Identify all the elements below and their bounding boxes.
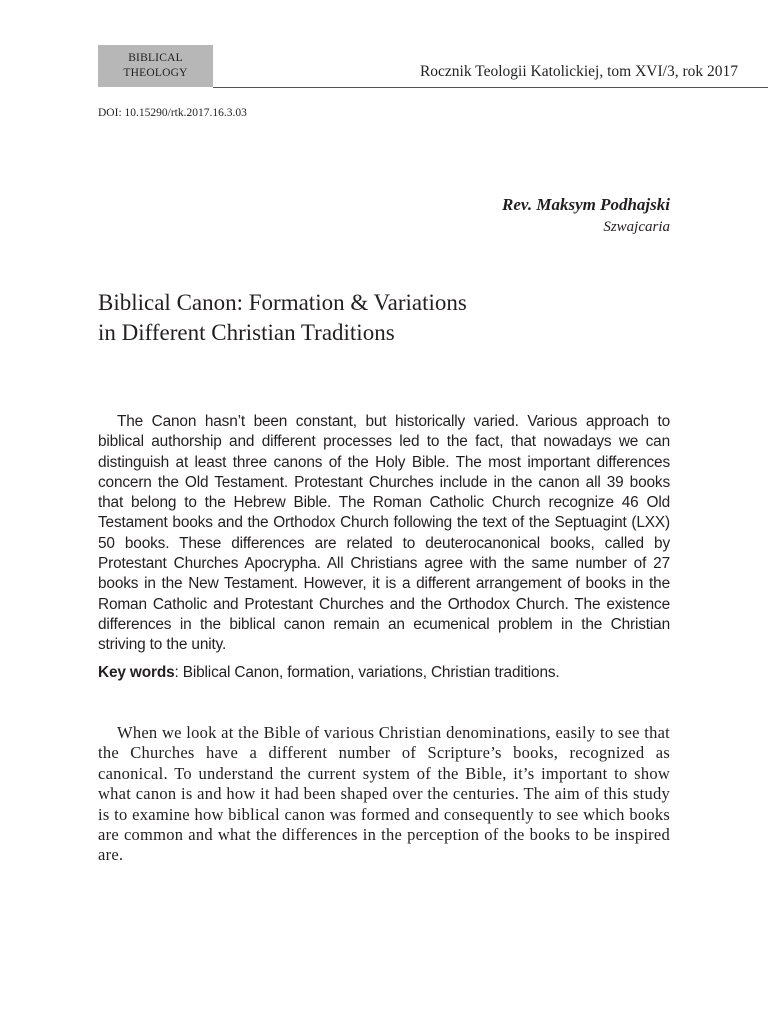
article-title-line2: in Different Christian Traditions (98, 320, 395, 345)
header-rule (213, 87, 768, 88)
author-affiliation: Szwajcaria (603, 219, 670, 235)
section-tag-line1: BIBLICAL (128, 52, 183, 64)
article-title (98, 288, 467, 348)
abstract: The Canon hasn’t been constant, but historically varied. Various approach to biblical authorship and different processes led to the fact, that nowadays we can distinguish at least three canons of the Holy Bible. The most important differences concern the Old Testament. Protestant Churches include in the canon all 39 books that belong to the Hebrew Bible. The Roman Catholic Church recognize 46 Old Testament books and the Orthodox Church following the text of the Septuagint (LXX) 50 books. These differences are related to deuterocanonical books, called by Protestant Churches Apocrypha. All Christians agree with the same number of 27 books in the New Testament. However, it is a different arrangement of books in the Roman Catholic and Protestant Churches and the Orthodox Church. The existence differences in the biblical canon remain an ecumenical problem in the Christian striving to the unity. (98, 413, 670, 654)
journal-citation: Rocznik Teologii Katolickiej, tom XVI/3, rok 2017 (419, 63, 738, 80)
keywords-label: Key words (98, 664, 175, 681)
body-paragraph: When we look at the Bible of various Christian denominations, easily to see that the Churches have a different number of Scripture’s books, recognized as canonical. To understand the current system of the Bible, it’s important to show what canon is and how it had been shaped over the centuries. The aim of this study is to examine how biblical canon was formed and consequently to see which books are common and what the differences in the perception of the books to be inspired are. (98, 723, 670, 865)
keywords (98, 663, 678, 683)
keywords-text: : Biblical Canon, formation, variations, Christian traditions. (174, 664, 560, 681)
section-tag-line2: THEOLOGY (123, 67, 188, 79)
article-title-line1: Biblical Canon: Formation & Variations (98, 290, 467, 315)
author-name: Rev. Maksym Podhajski (502, 195, 670, 214)
section-tag (98, 45, 213, 87)
doi: DOI: 10.15290/rtk.2017.16.3.03 (98, 107, 247, 119)
